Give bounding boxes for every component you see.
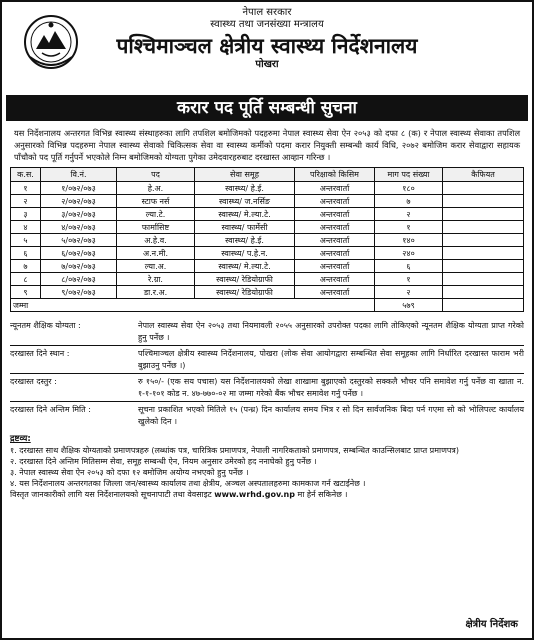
table-cell: अन्तरवार्ता: [295, 247, 375, 260]
table-cell: ४: [11, 221, 41, 234]
table-cell: स्वास्थ्य/ हे.ई.: [195, 182, 295, 195]
table-cell: १: [11, 182, 41, 195]
table-cell: ३: [11, 208, 41, 221]
table-cell: २: [11, 195, 41, 208]
table-cell: [443, 247, 524, 260]
table-cell: ८/०७२/०७३: [41, 273, 117, 286]
table-cell: १: [375, 221, 443, 234]
table-cell: फार्मासिष्ट: [117, 221, 195, 234]
table-cell: ६/०७२/०७३: [41, 247, 117, 260]
table-cell: अ.न.मी.: [117, 247, 195, 260]
table-cell: [443, 182, 524, 195]
table-cell: ८: [11, 273, 41, 286]
table-cell: स्वास्थ्य/ हे.ई.: [195, 234, 295, 247]
table-header-cell: क.स.: [11, 168, 41, 182]
signature: क्षेत्रीय निर्देशक: [465, 619, 518, 630]
detail-label: दरखास्त दिने स्थान :: [10, 349, 70, 358]
total-value: ५७९: [375, 299, 443, 312]
website-link[interactable]: www.wrhd.gov.np: [214, 490, 295, 499]
detail-text: पश्चिमाञ्चल क्षेत्रीय स्वास्थ्य निर्देशनालय, पोखरा (लोक सेवा आयोगद्वारा सम्बन्धित सेवा समूहका लागि निर्धारित दरखास्त फाराम भरी बुझाउनु पर्नेछ ।): [138, 349, 524, 370]
table-cell: अन्तरवार्ता: [295, 234, 375, 247]
note-website-prefix: विस्तृत जानकारीको लागि यस निर्देशनालयको सूचनापाटी तथा वेवसाइट: [10, 490, 212, 499]
table-row: [11, 208, 524, 221]
detail-text: रु १५०/- (एक सय पचास) यस निर्देशनालयको लेखा शाखामा बुझाएको दस्तुरको सक्कलै भौचर पनि समावेश गर्नु पर्नेछ वा खाता न. १-१-१०१ कोड न. ४७-७७०-०२ मा जम्मा गरेको बैंक भौचर समावेश गर्नु पर्नेछ ।: [138, 377, 524, 398]
table-cell: ५: [11, 234, 41, 247]
total-label: जम्मा: [11, 299, 375, 312]
table-cell: २: [375, 208, 443, 221]
table-cell: [443, 286, 524, 299]
note-website-suffix: मा हेर्न सकिनेछ ।: [297, 490, 348, 499]
table-row: [11, 247, 524, 260]
table-cell: रे.ग्रा.: [117, 273, 195, 286]
detail-text: सूचना प्रकाशित भएको मितिले १५ (पन्ध्र) दिन कार्यालय समय भित्र र सो दिन सार्वजनिक बिदा पर्न गएमा सो को भोलिपल्ट कार्यालय खुलेको दिन ।: [138, 405, 524, 426]
table-body: [11, 182, 524, 299]
table-cell: ७: [375, 195, 443, 208]
table-total-row: [11, 299, 524, 312]
table-cell: ४/०७२/०७३: [41, 221, 117, 234]
table-row: [11, 221, 524, 234]
table-row: [11, 195, 524, 208]
table-cell: स्वास्थ्य/ रेडियोग्राफी: [195, 286, 295, 299]
table-cell: [443, 234, 524, 247]
table-cell: स्वास्थ्य/ फार्मेसी: [195, 221, 295, 234]
table-cell: [443, 260, 524, 273]
table-cell: १: [375, 273, 443, 286]
table-cell: ल्या.अ.: [117, 260, 195, 273]
total-remarks: [443, 299, 524, 312]
office-city: पोखरा: [255, 59, 279, 70]
table-header-cell: माग पद संख्या: [375, 168, 443, 182]
table-cell: स्वास्थ्य/ प.हे.न.: [195, 247, 295, 260]
table-cell: हे.अ.: [117, 182, 195, 195]
table-cell: अन्तरवार्ता: [295, 221, 375, 234]
note-item: ३. नेपाल स्वास्थ्य सेवा ऐन २०५३ को दफा १२ बमोजिम अयोग्य नभएको हुनु पर्नेछ ।: [10, 468, 249, 477]
notice-title: करार पद पूर्ति सम्बन्धी सुचना: [6, 95, 528, 121]
table-cell: [443, 221, 524, 234]
table-cell: [443, 273, 524, 286]
table-cell: २४०: [375, 247, 443, 260]
detail-label: दरखास्त दिने अन्तिम मिति :: [10, 405, 91, 414]
table-cell: अन्तरवार्ता: [295, 195, 375, 208]
table-cell: ल्या.टे.: [117, 208, 195, 221]
notes-title: द्रष्टव्य:: [10, 434, 31, 444]
table-cell: [443, 208, 524, 221]
table-cell: १४०: [375, 234, 443, 247]
table-cell: अन्तरवार्ता: [295, 273, 375, 286]
table-cell: अन्तरवार्ता: [295, 286, 375, 299]
note-item: ४. यस निर्देशनालय अन्तरगतका जिल्ला जन/स्वास्थ्य कार्यालय तथा क्षेत्रीय, अञ्चल अस्पतालहरुमा कामकाज गर्न खटाईनेछ ।: [10, 479, 366, 488]
table-cell: स्वास्थ्य/ रेडियोग्राफी: [195, 273, 295, 286]
table-cell: ७: [11, 260, 41, 273]
table-cell: अन्तरवार्ता: [295, 208, 375, 221]
table-cell: ५/०७२/०७३: [41, 234, 117, 247]
table-cell: ६: [11, 247, 41, 260]
vacancy-table: [10, 167, 524, 312]
detail-text: नेपाल स्वास्थ्य सेवा ऐन २०५३ तथा नियमावली २०५५ अनुसारको उपरोक्त पदका लागि तोकिएको न्यूनतम शैक्षिक योग्यता प्राप्त गरेको हुनु पर्नेछ ।: [138, 321, 524, 342]
table-cell: ९/०७२/०७३: [41, 286, 117, 299]
table-cell: ९: [11, 286, 41, 299]
government-name: नेपाल सरकार: [242, 7, 292, 18]
table-cell: ३/०७२/०७३: [41, 208, 117, 221]
table-header-cell: परिक्षाको किसिम: [295, 168, 375, 182]
table-cell: स्वास्थ्य/ ज.नर्सिङ: [195, 195, 295, 208]
table-cell: १८०: [375, 182, 443, 195]
table-header-cell: वि.नं.: [41, 168, 117, 182]
table-cell: १/०७२/०७३: [41, 182, 117, 195]
table-cell: [443, 195, 524, 208]
note-item: १. दरखास्त साथ शैक्षिक योग्यताको प्रमाणपत्रहरु (लब्धांक पत्र, चारित्रिक प्रमाणपत्र, नेपाली नागरिकताको प्रमाणपत्र, सम्बन्धित काउन्सिलबाट प्राप्त प्रमाणपत्र): [10, 446, 459, 455]
table-cell: अन्तरवार्ता: [295, 260, 375, 273]
notice-header: [10, 7, 524, 95]
office-name: पश्चिमाञ्चल क्षेत्रीय स्वास्थ्य निर्देशनालय: [116, 34, 418, 58]
table-row: [11, 234, 524, 247]
table-cell: स्वास्थ्य/ मे.ल्या.टे.: [195, 208, 295, 221]
note-item-website: [10, 489, 524, 500]
table-header-cell: कैफियत: [443, 168, 524, 182]
notes-list: [10, 445, 524, 500]
table-cell: स्टाफ नर्स: [117, 195, 195, 208]
table-cell: ६: [375, 260, 443, 273]
detail-row: [10, 346, 524, 374]
detail-row: [10, 318, 524, 346]
ministry-name: स्वास्थ्य तथा जनसंख्या मन्त्रालय: [210, 19, 324, 30]
detail-label: दरखास्त दस्तुर :: [10, 377, 57, 386]
table-cell: अन्तरवार्ता: [295, 182, 375, 195]
detail-label: न्यूनतम शैक्षिक योग्यता :: [10, 321, 81, 330]
table-row: [11, 260, 524, 273]
intro-paragraph: यस निर्देशनालय अन्तरगत विभिन्न स्वास्थ्य संस्थाहरुका लागि तपशिल बमोजिमको पदहरुमा नेपाल स्वास्थ्य सेवा ऐन २०५३ को दफा ८ (क) र नेपाल स्वास्थ्य सेवाका तपशिल अनुसारको विभिन्न पदहरुमा नेपाल स्वास्थ्य सेवाको चिकित्सक सेवा वा स्वास्थ्य कर्मीको पदमा करार नियुक्ती सम्बन्धी कार्य विधि, २०७२ बमोजिम करार सेवाद्वारा सहायक पाँचौको पद पूर्ति गर्नुपर्ने भएकोले निम्न बमोजिमको योग्यता पुगेका उमेदवारहरुबाट दरखास्त आव्हान गरिन्छ ।: [14, 128, 520, 162]
table-cell: ७/०७२/०७३: [41, 260, 117, 273]
table-cell: अ.हे.व.: [117, 234, 195, 247]
detail-row: [10, 374, 524, 402]
note-item: २. दरखास्त दिने अन्तिम मितिसम्म सेवा, समूह सम्बन्धी ऐन, नियम अनुसार उमेरको हद ननाघेको हुनु पर्नेछ ।: [10, 457, 317, 466]
details-section: [10, 318, 524, 429]
table-cell: २/०७२/०७३: [41, 195, 117, 208]
table-row: [11, 286, 524, 299]
table-cell: डा.र.अ.: [117, 286, 195, 299]
table-row: [11, 182, 524, 195]
table-header-row: [11, 168, 524, 182]
detail-row: [10, 402, 524, 429]
table-row: [11, 273, 524, 286]
table-header-cell: पद: [117, 168, 195, 182]
table-cell: स्वास्थ्य/ मे.ल्या.टे.: [195, 260, 295, 273]
nepal-emblem-icon: [22, 13, 80, 71]
table-cell: २: [375, 286, 443, 299]
table-header-cell: सेवा समूह: [195, 168, 295, 182]
